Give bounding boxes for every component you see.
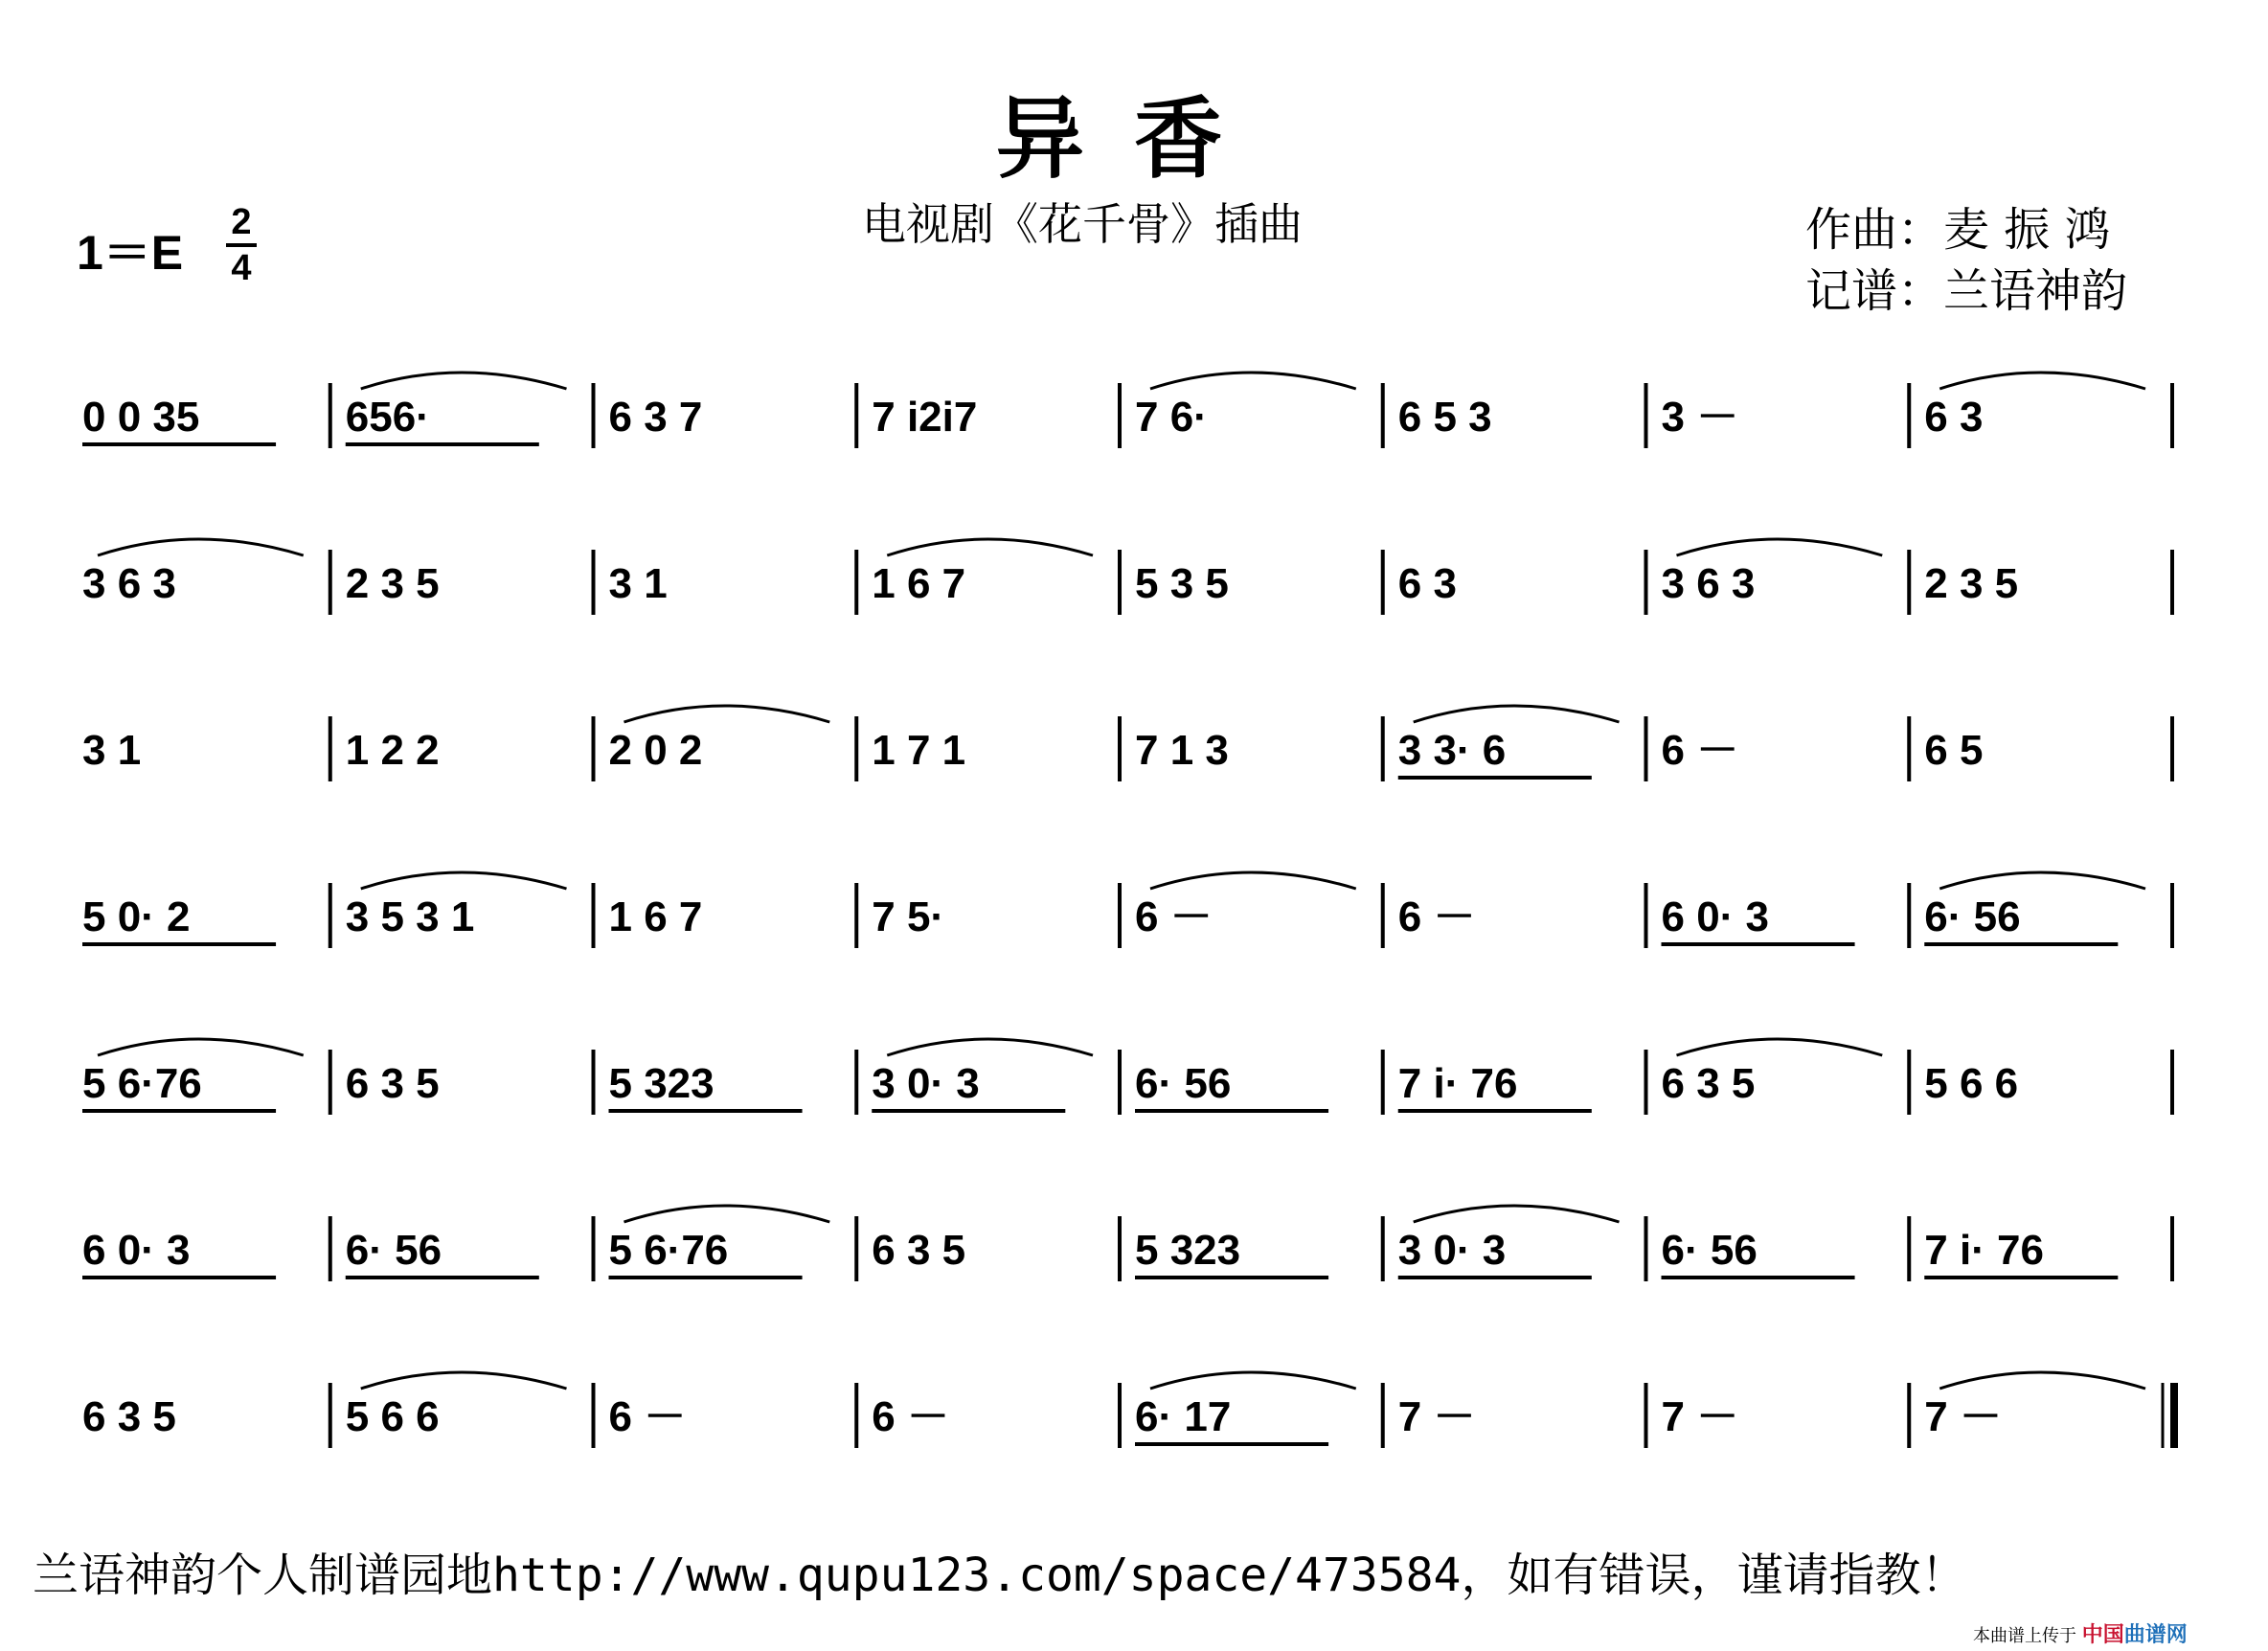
slur bbox=[361, 1372, 567, 1389]
score-measure: 1 2 2 bbox=[345, 727, 440, 774]
score-measure: 6 3 5 bbox=[345, 1060, 440, 1107]
transcriber-credit: 记谱：兰语神韵 bbox=[1805, 264, 2128, 318]
site-logo-a: 中国 bbox=[2081, 1623, 2124, 1647]
score-measure: 6 3 bbox=[1397, 560, 1457, 607]
time-signature-bottom: 4 bbox=[231, 248, 252, 288]
score-measure: 6 － bbox=[608, 1393, 687, 1440]
score-measure: 7 i2i7 bbox=[872, 394, 978, 441]
slur bbox=[1150, 1372, 1356, 1389]
score-measure: 1 7 1 bbox=[872, 727, 966, 774]
score-measure: 0 0 35 bbox=[82, 394, 200, 441]
score-measure: 7 i· 76 bbox=[1924, 1227, 2044, 1274]
score-measure: 3 0· 3 bbox=[872, 1060, 980, 1107]
score-measure: 656· bbox=[345, 394, 430, 441]
score-measure: 5 3 5 bbox=[1135, 560, 1229, 607]
score-measure: 6 3 7 bbox=[608, 394, 703, 441]
slur bbox=[624, 1206, 830, 1222]
upload-credit bbox=[1973, 1618, 2188, 1648]
upload-label: 本曲谱上传于 bbox=[1973, 1626, 2076, 1646]
song-title: 异香 bbox=[995, 87, 1272, 191]
score-measure: 5 323 bbox=[608, 1060, 714, 1107]
score-measure: 6 － bbox=[1661, 727, 1739, 774]
score-measure: 5 323 bbox=[1135, 1227, 1241, 1274]
score-measure: 5 0· 2 bbox=[82, 893, 191, 940]
song-subtitle: 电视剧《花千骨》插曲 bbox=[862, 198, 1303, 250]
slur bbox=[361, 872, 567, 889]
score-measure: 3 0· 3 bbox=[1397, 1227, 1507, 1274]
score-measure: 6 3 5 bbox=[82, 1393, 176, 1440]
slur bbox=[1677, 1039, 1883, 1055]
score-measure: 2 0 2 bbox=[608, 727, 703, 774]
score-measure: 5 6·76 bbox=[608, 1227, 729, 1274]
score-measure: 6 － bbox=[1135, 893, 1213, 940]
score-measure: 2 3 5 bbox=[345, 560, 440, 607]
score-measure: 6 3 5 bbox=[872, 1227, 966, 1274]
score-measure: 5 6 6 bbox=[1924, 1060, 2019, 1107]
score-measure: 5 6 6 bbox=[345, 1393, 440, 1440]
slur bbox=[1939, 872, 2145, 889]
score-measure: 7 6· bbox=[1135, 394, 1208, 441]
score-measure: 7 5· bbox=[872, 893, 945, 940]
score-measure: 7 － bbox=[1924, 1393, 2002, 1440]
score-measure: 3 1 bbox=[82, 727, 142, 774]
slur bbox=[1150, 872, 1356, 889]
footer-note: 兰语神韵个人制谱园地http://www.qupu123.com/space/473584，如有错误，谨请指教！ bbox=[33, 1549, 1967, 1602]
score-measure: 3 － bbox=[1661, 394, 1739, 441]
score-measure: 6· 56 bbox=[345, 1227, 442, 1274]
slur bbox=[98, 1039, 304, 1055]
score-measure: 1 6 7 bbox=[872, 560, 966, 607]
slur bbox=[98, 539, 304, 555]
score-measure: 6 － bbox=[1397, 893, 1476, 940]
site-logo-b: 曲谱网 bbox=[2123, 1623, 2188, 1647]
score-measure: 3 1 bbox=[608, 560, 668, 607]
slur bbox=[1677, 539, 1883, 555]
score-measure: 3 3· 6 bbox=[1397, 727, 1507, 774]
slur bbox=[361, 373, 567, 389]
score-measure: 2 3 5 bbox=[1924, 560, 2019, 607]
score-measure: 7 1 3 bbox=[1135, 727, 1229, 774]
score-measure: 6 5 bbox=[1924, 727, 1984, 774]
score-measure: 3 6 3 bbox=[82, 560, 176, 607]
score-measure: 3 6 3 bbox=[1661, 560, 1756, 607]
score-measure: 6 － bbox=[872, 1393, 949, 1440]
score-measure: 6 3 5 bbox=[1661, 1060, 1756, 1107]
slur bbox=[1150, 373, 1356, 389]
slur bbox=[1939, 373, 2145, 389]
score-measure: 3 5 3 1 bbox=[345, 893, 475, 940]
key-signature: 1＝E bbox=[77, 226, 184, 280]
composer-credit: 作曲：麦 振 鸿 bbox=[1805, 203, 2111, 257]
score-measure: 6· 56 bbox=[1135, 1060, 1232, 1107]
slur bbox=[887, 1039, 1093, 1055]
score-measure: 7 i· 76 bbox=[1397, 1060, 1518, 1107]
slur bbox=[1414, 1206, 1620, 1222]
slur bbox=[624, 706, 830, 722]
score-measure: 6 3 bbox=[1924, 394, 1984, 441]
score-measure: 7 － bbox=[1661, 1393, 1739, 1440]
score-measure: 6· 56 bbox=[1661, 1227, 1758, 1274]
slur bbox=[1939, 1372, 2145, 1389]
score-measure: 6· 56 bbox=[1924, 893, 2021, 940]
score-measure: 7 － bbox=[1397, 1393, 1476, 1440]
score-measure: 6 0· 3 bbox=[82, 1227, 191, 1274]
score-measure: 6 5 3 bbox=[1397, 394, 1492, 441]
slur bbox=[887, 539, 1093, 555]
score-measure: 1 6 7 bbox=[608, 893, 703, 940]
score-measure: 5 6·76 bbox=[82, 1060, 202, 1107]
score-measure: 6 0· 3 bbox=[1661, 893, 1770, 940]
score-measure: 6· 17 bbox=[1135, 1393, 1232, 1440]
time-signature-top: 2 bbox=[231, 202, 252, 242]
slur bbox=[1414, 706, 1620, 722]
